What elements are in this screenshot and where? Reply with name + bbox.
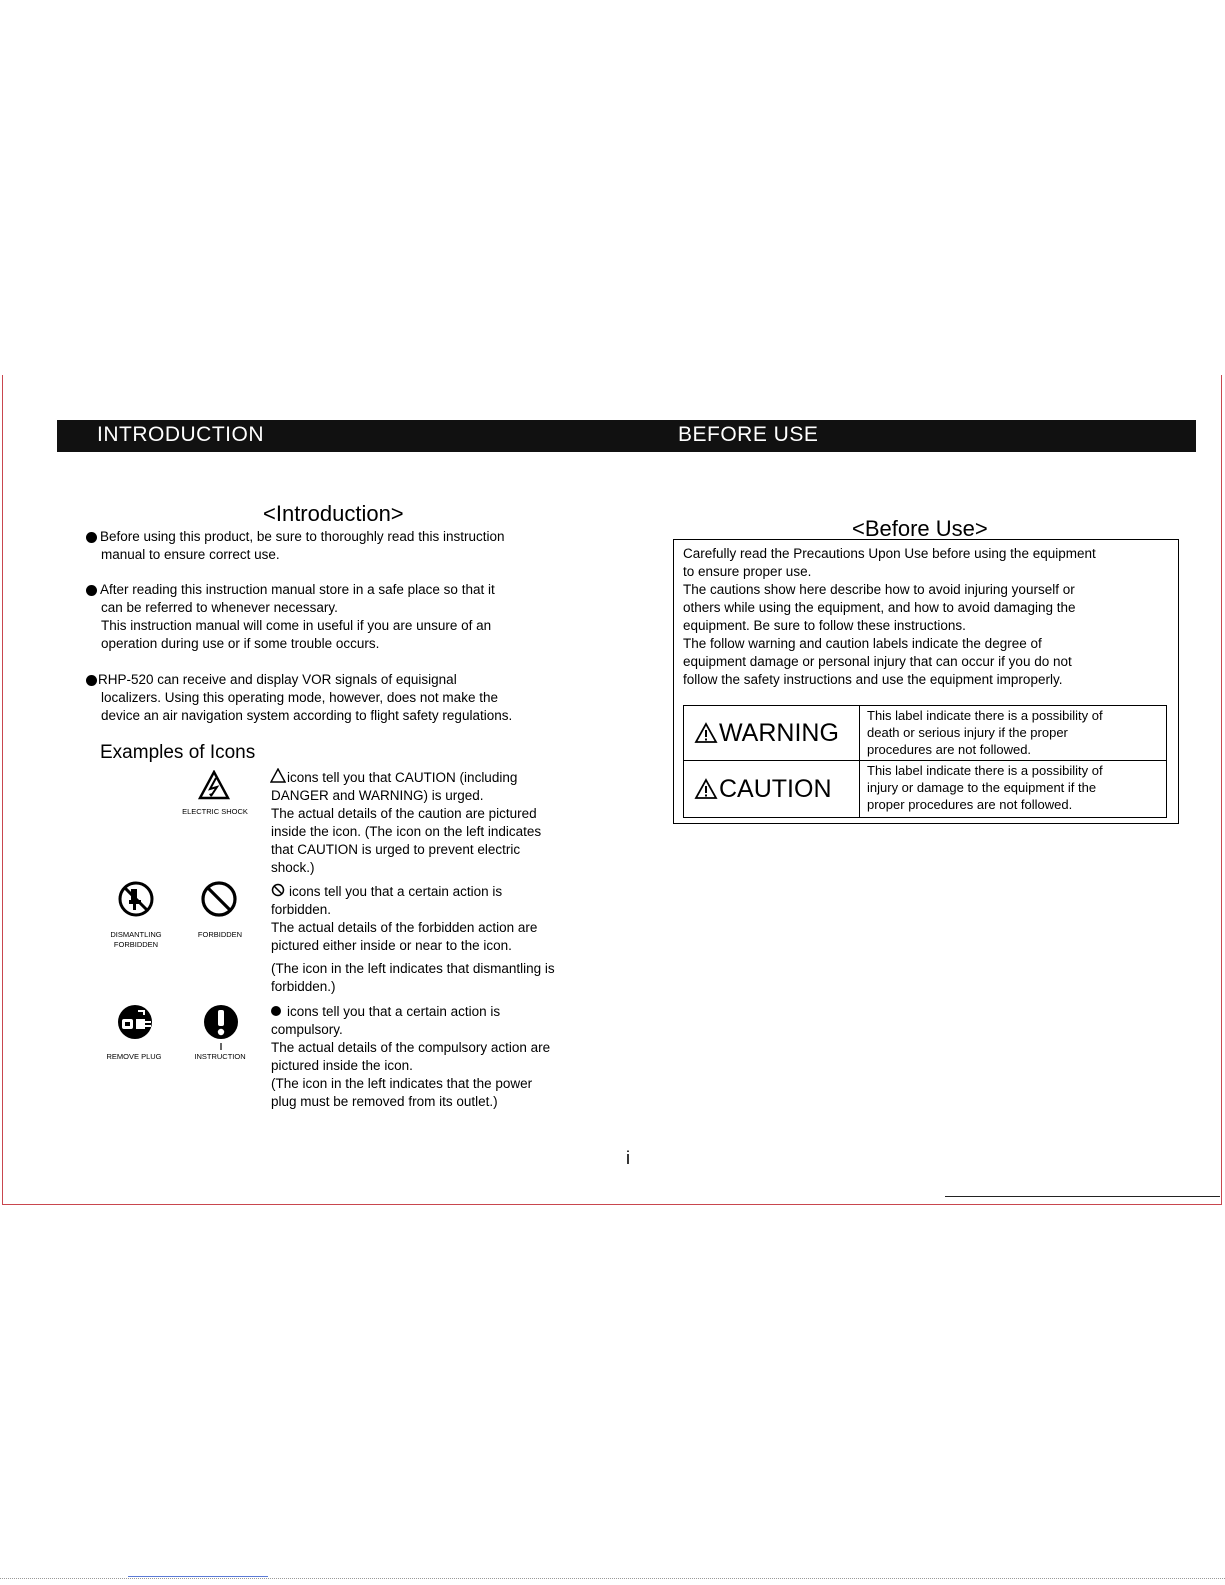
bullet-line: RHP-520 can receive and display VOR signals of equisignal	[98, 672, 457, 687]
icon-caption: ELECTRIC SHOCK	[182, 807, 248, 816]
frame-bottom-line	[2, 1204, 1222, 1205]
icon-desc-line: The actual details of the forbidden action are	[271, 920, 538, 935]
icon-desc-line: that CAUTION is urged to prevent electric	[271, 842, 521, 857]
icon-desc-line: forbidden.	[271, 902, 332, 917]
caution-label-cell	[694, 761, 832, 817]
caution-label: CAUTION	[719, 774, 832, 803]
bottom-blue-line	[128, 1576, 268, 1577]
before-use-line: others while using the equipment, and how to avoid damaging the	[683, 600, 1076, 615]
page-number: i	[626, 1148, 630, 1168]
warning-label-cell	[694, 706, 839, 760]
warning-desc	[867, 707, 1103, 758]
frame-bottom-dark-line	[945, 1196, 1220, 1197]
icon-desc-line: icons tell you that a certain action is	[289, 884, 503, 899]
before-use-line: The follow warning and caution labels indicate the degree of	[683, 636, 1042, 651]
before-use-line: The cautions show here describe how to avoid injuring yourself or	[683, 582, 1075, 597]
bullet-line: localizers. Using this operating mode, however, does not make the	[101, 690, 498, 705]
before-use-line: equipment damage or personal injury that can occur if you do not	[683, 654, 1072, 669]
before-use-line: Carefully read the Precautions Upon Use before using the equipment	[683, 546, 1096, 561]
icon-desc-line: DANGER and WARNING) is urged.	[271, 788, 484, 803]
electric-shock-icon	[198, 770, 230, 800]
forbidden-symbol-icon	[271, 883, 285, 897]
before-use-line: equipment. Be sure to follow these instructions.	[683, 618, 966, 633]
bullet-icon	[86, 675, 97, 686]
icon-desc-line: inside the icon. (The icon on the left indicates	[271, 824, 542, 839]
table-divider-v	[859, 706, 860, 817]
compulsory-dot-icon	[271, 1006, 281, 1016]
warning-desc-line: procedures are not followed.	[867, 742, 1032, 757]
bullet-line: After reading this instruction manual store in a safe place so that it	[100, 582, 495, 597]
icon-desc-line: (The icon in the left indicates that dismantling is	[271, 961, 555, 976]
icon-desc-line: icons tell you that CAUTION (including	[287, 770, 518, 785]
warning-triangle-icon	[694, 722, 718, 744]
before-use-title: <Before Use>	[852, 516, 988, 541]
icon-desc-line: The actual details of the compulsory action are	[271, 1040, 551, 1055]
section-header-bar	[57, 420, 1196, 452]
instruction-icon	[202, 1003, 240, 1051]
remove-plug-icon	[116, 1003, 154, 1041]
icon-desc-line: shock.)	[271, 860, 315, 875]
caution-triangle-icon	[694, 778, 718, 800]
bullet-line: operation during use or if some trouble occurs.	[101, 636, 380, 651]
icon-desc-line: compulsory.	[271, 1022, 343, 1037]
frame-left-line	[2, 375, 3, 1205]
icon-caption: FORBIDDEN	[113, 940, 159, 949]
icon-desc-line: (The icon in the left indicates that the power	[271, 1076, 533, 1091]
caution-desc	[867, 762, 1103, 813]
bullet-line: This instruction manual will come in useful if you are unsure of an	[101, 618, 492, 633]
icon-desc-line: pictured either inside or near to the icon.	[271, 938, 512, 953]
bullet-line: device an air navigation system according to flight safety regulations.	[101, 708, 513, 723]
caution-desc-line: injury or damage to the equipment if the	[867, 780, 1097, 795]
bullet-line: Before using this product, be sure to thoroughly read this instruction	[100, 529, 505, 544]
icon-desc-line: plug must be removed from its outlet.)	[271, 1094, 498, 1109]
icons-heading: Examples of Icons	[100, 742, 256, 763]
forbidden-icon	[200, 880, 238, 918]
warning-desc-line: This label indicate there is a possibility of	[867, 708, 1103, 723]
icon-desc-line: pictured inside the icon.	[271, 1058, 413, 1073]
icon-desc-line: forbidden.)	[271, 979, 336, 994]
icon-desc-line: icons tell you that a certain action is	[287, 1004, 501, 1019]
bullet-line: manual to ensure correct use.	[101, 547, 280, 562]
introduction-title: <Introduction>	[263, 501, 404, 526]
frame-right-line	[1221, 375, 1222, 1205]
warning-label: WARNING	[719, 718, 839, 747]
icon-caption: INSTRUCTION	[194, 1052, 246, 1061]
before-use-line: to ensure proper use.	[683, 564, 812, 579]
introduction-header: INTRODUCTION	[97, 423, 264, 446]
caution-desc-line: proper procedures are not followed.	[867, 797, 1073, 812]
before-use-header: BEFORE USE	[678, 423, 819, 446]
caution-desc-line: This label indicate there is a possibility of	[867, 763, 1103, 778]
bullet-icon	[86, 532, 97, 543]
dismantling-forbidden-icon	[117, 880, 155, 918]
warning-desc-line: death or serious injury if the proper	[867, 725, 1068, 740]
bottom-dotted-line	[0, 1578, 1225, 1580]
bullet-icon	[86, 585, 97, 596]
label-table	[683, 705, 1167, 818]
icon-caption: FORBIDDEN	[197, 930, 243, 939]
icon-desc-line: The actual details of the caution are pictured	[271, 806, 537, 821]
before-use-line: follow the safety instructions and use the equipment improperly.	[683, 672, 1063, 687]
icon-caption: REMOVE PLUG	[106, 1052, 162, 1061]
icon-caption: DISMANTLING	[110, 930, 162, 939]
bullet-line: can be referred to whenever necessary.	[101, 600, 338, 615]
caution-triangle-icon	[270, 768, 286, 783]
